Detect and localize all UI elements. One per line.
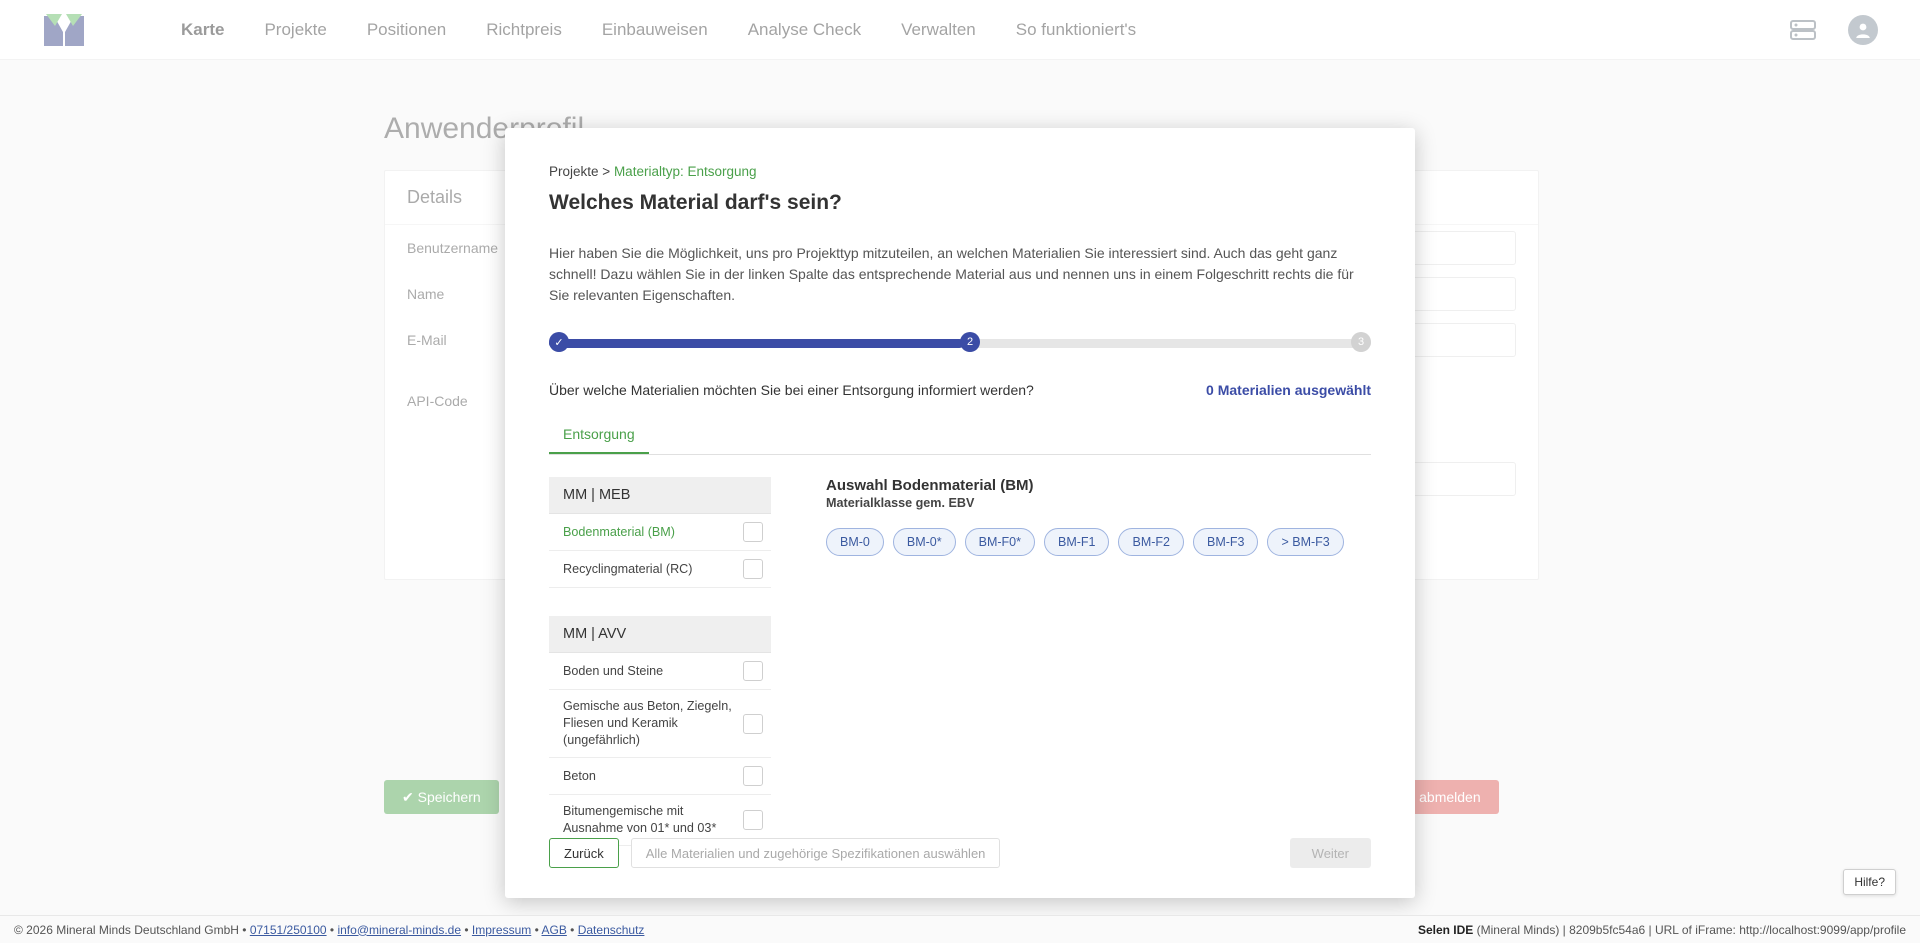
material-label-boden-und-steine: Boden und Steine — [563, 663, 664, 678]
group-header-mm-meb: MM | MEB — [549, 477, 771, 514]
stepper-step-2[interactable]: 2 — [960, 332, 980, 352]
footer-status-detail: (Mineral Minds) | 8209b5fc54a6 | URL of iFrame: http://localhost:9099/app/profile — [1476, 922, 1906, 937]
chip-bm-f2[interactable]: BM-F2 — [1118, 528, 1184, 556]
chip-bm-f0-star[interactable]: BM-F0* — [965, 528, 1035, 556]
list-item[interactable] — [549, 758, 771, 795]
material-label-bitumengemische: Bitumengemische mit Ausnahme von 01* und 03* — [563, 804, 717, 835]
footer-sep-4: • — [570, 922, 575, 937]
modal-body — [549, 477, 1371, 835]
progress-stepper — [549, 332, 1371, 354]
checkbox-boden-und-steine[interactable] — [743, 661, 763, 681]
modal-footer — [549, 838, 1371, 868]
footer-link-phone[interactable]: 07151/250100 — [249, 922, 327, 937]
help-badge[interactable]: Hilfe? — [1843, 869, 1896, 895]
material-label-beton: Beton — [563, 768, 596, 783]
chip-gt-bm-f3[interactable]: > BM-F3 — [1267, 528, 1343, 556]
chip-bm-f1[interactable]: BM-F1 — [1044, 528, 1110, 556]
stepper-step-1[interactable]: ✓ — [549, 332, 569, 352]
material-list-scroll[interactable] — [549, 477, 771, 835]
modal-heading: Welches Material darf's sein? — [549, 191, 842, 214]
material-label-gemische: Gemische aus Beton, Ziegeln, Fliesen und Keramik (ungefährlich) — [563, 699, 732, 747]
question-row — [549, 382, 1371, 398]
page-footer — [0, 915, 1920, 943]
list-item[interactable] — [549, 514, 771, 551]
material-label-recyclingmaterial: Recyclingmaterial (RC) — [563, 561, 693, 576]
breadcrumb-current: Materialtyp: Entsorgung — [613, 164, 757, 179]
detail-title: Auswahl Bodenmaterial (BM) — [826, 477, 1034, 494]
modal-tabs — [549, 420, 1371, 455]
chip-bm-f3[interactable]: BM-F3 — [1193, 528, 1259, 556]
list-item[interactable] — [549, 551, 771, 588]
material-class-chips — [826, 528, 1371, 556]
group-header-mm-avv: MM | AVV — [549, 616, 771, 653]
footer-copyright: © 2026 Mineral Minds Deutschland GmbH • — [14, 922, 247, 937]
footer-sep-1: • — [329, 922, 335, 937]
next-button[interactable]: Weiter — [1290, 838, 1371, 868]
stepper-step-3[interactable]: 3 — [1351, 332, 1371, 352]
checkbox-bitumengemische[interactable] — [743, 810, 763, 830]
chip-bm-0-star[interactable]: BM-0* — [893, 528, 956, 556]
material-detail-panel — [771, 477, 1371, 807]
tab-entsorgung[interactable]: Entsorgung — [549, 420, 649, 454]
back-button[interactable]: Zurück — [549, 838, 619, 868]
checkbox-beton[interactable] — [743, 766, 763, 786]
footer-link-impressum[interactable]: Impressum — [471, 922, 532, 937]
footer-sep-2: • — [464, 922, 469, 937]
breadcrumb-root[interactable]: Projekte > — [549, 164, 611, 179]
footer-status-app: Selen IDE — [1417, 922, 1474, 937]
question-text: Über welche Materialien möchten Sie bei einer Entsorgung informiert werden? — [549, 382, 1034, 398]
select-all-button[interactable]: Alle Materialien und zugehörige Spezifikationen auswählen — [631, 838, 1001, 868]
footer-link-datenschutz[interactable]: Datenschutz — [577, 922, 645, 937]
material-selection-modal — [505, 128, 1415, 898]
footer-status — [1418, 923, 1906, 937]
list-item[interactable] — [549, 690, 771, 758]
selected-count: 0 Materialien ausgewählt — [1206, 382, 1371, 398]
modal-intro-text: Hier haben Sie die Möglichkeit, uns pro Projekttyp mitzuteilen, an welchen Materialien Sie interessiert sind. Auch das geht ganz schnell! Dazu wählen Sie in der linken Spalte das entsprechende Material aus und nennen uns in einem Folgeschritt rechts die für Sie relevanten Eigenschaften. — [549, 245, 1354, 303]
checkbox-recyclingmaterial[interactable] — [743, 559, 763, 579]
checkbox-bodenmaterial[interactable] — [743, 522, 763, 542]
stepper-fill — [549, 339, 964, 348]
chip-bm-0[interactable]: BM-0 — [826, 528, 884, 556]
checkbox-gemische[interactable] — [743, 714, 763, 734]
footer-sep-3: • — [534, 922, 539, 937]
footer-link-agb[interactable]: AGB — [541, 922, 567, 937]
breadcrumb — [549, 164, 1371, 179]
detail-subtitle: Materialklasse gem. EBV — [826, 496, 975, 510]
material-list — [549, 477, 771, 835]
footer-left — [14, 923, 644, 937]
list-item[interactable] — [549, 653, 771, 690]
footer-link-email[interactable]: info@mineral-minds.de — [337, 922, 462, 937]
material-label-bodenmaterial: Bodenmaterial (BM) — [563, 524, 675, 539]
